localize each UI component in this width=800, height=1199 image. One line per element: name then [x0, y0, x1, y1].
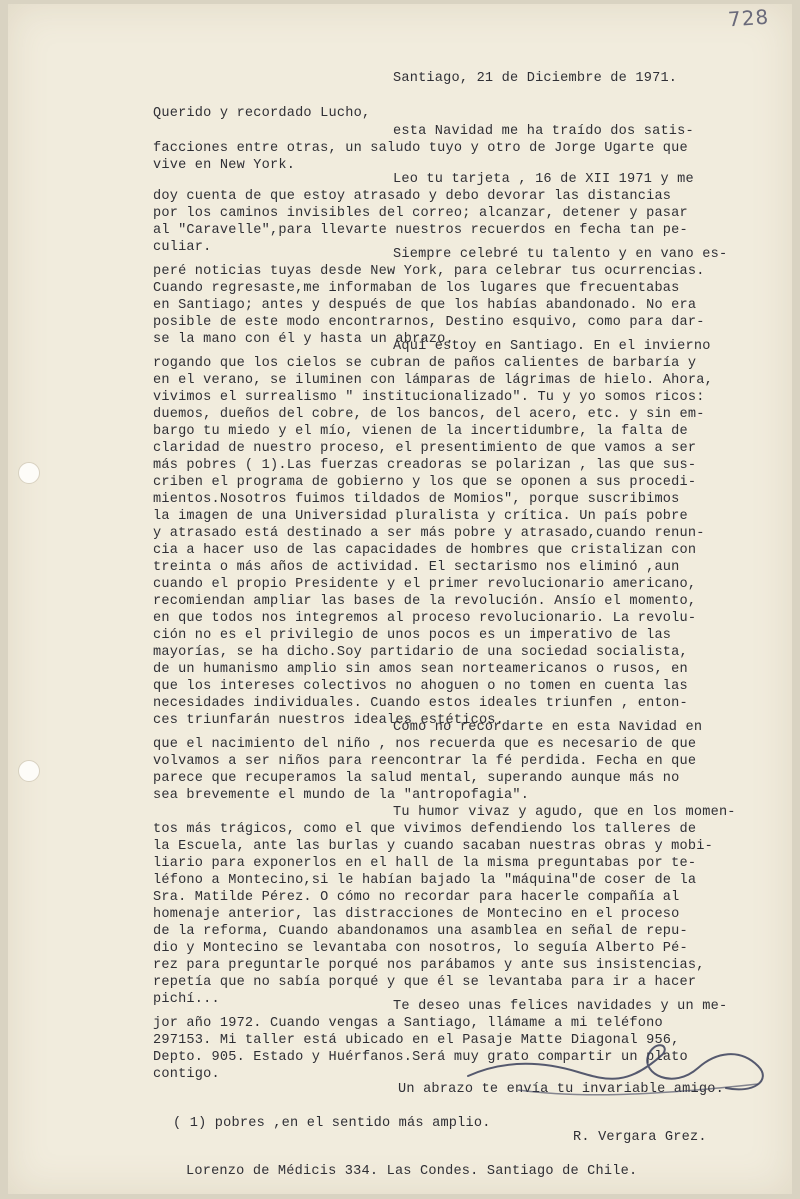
body-line: de un humanismo amplio sin amos sean norteamericanos o rusos, en — [153, 662, 688, 677]
typed-signature: R. Vergara Grez. — [573, 1130, 707, 1145]
punch-hole-bottom — [18, 760, 40, 782]
body-line: esta Navidad me ha traído dos satis- — [393, 124, 694, 139]
body-line: cuando el propio Presidente y el primer revolucionario americano, — [153, 577, 697, 592]
body-line: se la mano con él y hasta un abrazo. — [153, 332, 454, 347]
body-line: Aquí estoy en Santiago. En el invierno — [393, 339, 711, 354]
body-line: en el verano, se iluminen con lámparas de lágrimas de hielo. Ahora, — [153, 373, 713, 388]
letter-date: Santiago, 21 de Diciembre de 1971. — [393, 71, 678, 86]
body-line: bargo tu miedo y el mío, vienen de la incertidumbre, la falta de — [153, 424, 688, 439]
body-line: 297153. Mi taller está ubicado en el Pasaje Matte Diagonal 956, — [153, 1033, 680, 1048]
body-line: más pobres ( 1).Las fuerzas creadoras se polarizan , las que sus- — [153, 458, 697, 473]
body-line: homenaje anterior, las distracciones de Montecino en el proceso — [153, 907, 680, 922]
sender-address: Lorenzo de Médicis 334. Las Condes. Santiago de Chile. — [186, 1164, 638, 1179]
body-line: volvamos a ser niños para reencontrar la fé perdida. Fecha en que — [153, 754, 697, 769]
body-line: Tu humor vivaz y agudo, que en los momen- — [393, 805, 736, 820]
body-line: culiar. — [153, 240, 212, 255]
body-line: Cuando regresaste,me informaban de los lugares que frecuentabas — [153, 281, 680, 296]
body-line: por los caminos invisibles del correo; alcanzar, detener y pasar — [153, 206, 688, 221]
body-line: recomiendan ampliar las bases de la revolución. Ansío el momento, — [153, 594, 697, 609]
body-line: peré noticias tuyas desde New York, para celebrar tus ocurrencias. — [153, 264, 705, 279]
body-line: que los intereses colectivos no ahoguen o no tomen en cuenta las — [153, 679, 688, 694]
body-line: la imagen de una Universidad pluralista y crítica. Un país pobre — [153, 509, 688, 524]
body-line: doy cuenta de que estoy atrasado y debo devorar las distancias — [153, 189, 672, 204]
body-line: ción no es el privilegio de unos pocos es un imperativo de las — [153, 628, 672, 643]
body-line: Te deseo unas felices navidades y un me- — [393, 999, 728, 1014]
body-line: léfono a Montecino,si le habían bajado la "máquina"de coser de la — [153, 873, 697, 888]
body-line: contigo. — [153, 1067, 220, 1082]
body-line: criben el programa de gobierno y los que se oponen a sus procedi- — [153, 475, 697, 490]
body-line: de la reforma, Cuando abandonamos una asamblea en señal de repu- — [153, 924, 688, 939]
body-line: cia a hacer uso de las capacidades de hombres que cristalizan con — [153, 543, 697, 558]
body-line: Siempre celebré tu talento y en vano es- — [393, 247, 728, 262]
body-line: mayorías, se ha dicho.Soy partidario de una sociedad socialista, — [153, 645, 688, 660]
body-line: Sra. Matilde Pérez. O cómo no recordar para hacerle compañía al — [153, 890, 680, 905]
body-line: pichí... — [153, 992, 220, 1007]
body-line: vive en New York. — [153, 158, 296, 173]
body-line: liario para exponerlos en el hall de la misma preguntabas por te- — [153, 856, 697, 871]
body-line: facciones entre otras, un saludo tuyo y otro de Jorge Ugarte que — [153, 141, 688, 156]
body-line: treinta o más años de actividad. El sectarismo nos eliminó ,aun — [153, 560, 680, 575]
body-line: Depto. 905. Estado y Huérfanos.Será muy grato compartir un plato — [153, 1050, 688, 1065]
body-line: repetía que no sabía porqué y que él se levantaba para ir a hacer — [153, 975, 697, 990]
body-line: vivimos el surrealismo " institucionalizado". Tu y yo somos ricos: — [153, 390, 705, 405]
folio-number: 728 — [727, 4, 770, 32]
body-line: Leo tu tarjeta , 16 de XII 1971 y me — [393, 172, 694, 187]
body-line: sea brevemente el mundo de la "antropofagia". — [153, 788, 530, 803]
body-line: jor año 1972. Cuando vengas a Santiago, llámame a mi teléfono — [153, 1016, 663, 1031]
body-line: dio y Montecino se levantaba con nosotros, lo seguía Alberto Pé- — [153, 941, 688, 956]
body-line: tos más trágicos, como el que vivimos defendiendo los talleres de — [153, 822, 697, 837]
body-line: y atrasado está destinado a ser más pobre y atrasado,cuando renun- — [153, 526, 705, 541]
body-line: posible de este modo encontrarnos, Destino esquivo, como para dar- — [153, 315, 705, 330]
body-line: claridad de nuestro proceso, el presentimiento de que vamos a ser — [153, 441, 697, 456]
body-line: duemos, dueños del cobre, de los bancos, del acero, etc. y sin em- — [153, 407, 705, 422]
body-line: parece que recuperamos la salud mental, superando aunque más no — [153, 771, 680, 786]
body-line: rogando que los cielos se cubran de paños calientes de barbaría y — [153, 356, 697, 371]
body-line: necesidades individuales. Cuando estos ideales triunfen , enton- — [153, 696, 688, 711]
body-line: en Santiago; antes y después de que los habías abandonado. No era — [153, 298, 697, 313]
letter-salutation: Querido y recordado Lucho, — [153, 106, 371, 121]
footnote: ( 1) pobres ,en el sentido más amplio. — [173, 1116, 491, 1131]
body-line: ces triunfarán nuestros ideales estéticos. — [153, 713, 505, 728]
body-line: al "Caravelle",para llevarte nuestros recuerdos en fecha tan pe- — [153, 223, 688, 238]
body-line: la Escuela, ante las burlas y cuando sacaban nuestras obras y mobi- — [153, 839, 713, 854]
body-line: que el nacimiento del niño , nos recuerda que es necesario de que — [153, 737, 697, 752]
body-line: rez para preguntarle porqué nos parábamos y ante sus insistencias, — [153, 958, 705, 973]
letter-closing: Un abrazo te envía tu invariable amigo. — [398, 1082, 724, 1097]
body-line: en que todos nos integremos al proceso revolucionario. La revolu- — [153, 611, 697, 626]
punch-hole-top — [18, 462, 40, 484]
body-line: mientos.Nosotros fuimos tildados de Momios", porque suscribimos — [153, 492, 680, 507]
body-line: Cómo no recordarte en esta Navidad en — [393, 720, 703, 735]
letter-page — [8, 4, 792, 1194]
